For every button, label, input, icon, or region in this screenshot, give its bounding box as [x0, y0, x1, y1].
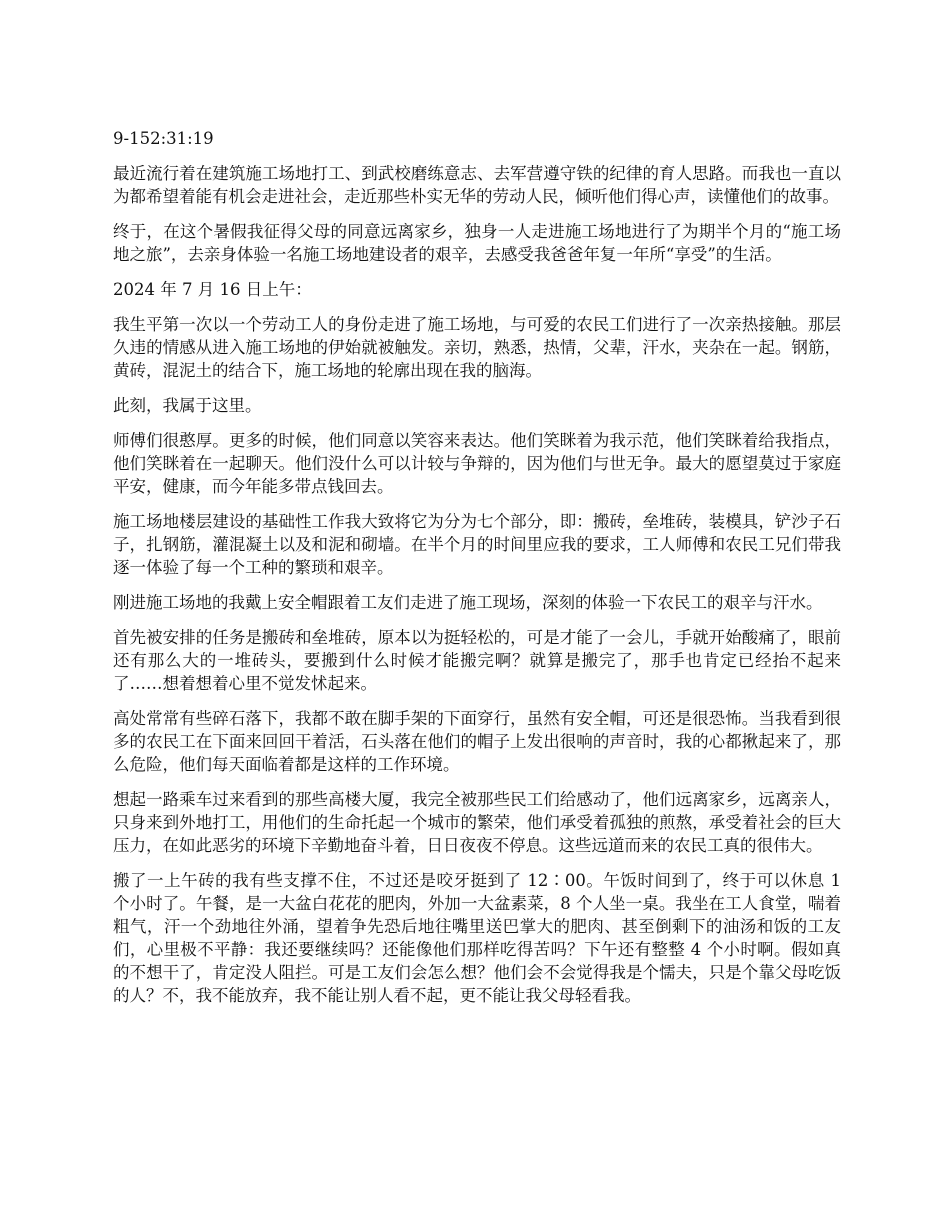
paragraph-journey: 终于，在这个暑假我征得父母的同意远离家乡，独身一人走进施工场地进行了为期半个月的“施工场地之旅”，去亲身体验一名施工场地建设者的艰辛，去感受我爸爸年复一年所“享受”的生活。 — [113, 222, 841, 264]
paragraph-buildings: 想起一路乘车过来看到的那些高楼大厦，我完全被那些民工们给感动了，他们远离家乡，远离亲人，只身来到外地打工，用他们的生命托起一个城市的繁荣，他们承受着孤独的煎熬，承受着社会的巨大压力，在如此恶劣的环境下辛勤地奋斗着，日日夜夜不停息。这些远道而来的农民工真的很伟大。 — [113, 790, 841, 855]
paragraph-falling-stones: 高处常常有些碎石落下，我都不敢在脚手架的下面穿行，虽然有安全帽，可还是很恐怖。当我看到很多的农民工在下面来回回干着活，石头落在他们的帽子上发出很响的声音时，我的心都揪起来了，那么危险，他们每天面临着都是这样的工作环境。 — [113, 709, 841, 774]
document-timestamp: 9-152:31:19 — [113, 129, 214, 148]
paragraph-intro: 最近流行着在建筑施工场地打工、到武校磨练意志、去军营遵守铁的纪律的育人思路。而我也一直以为都希望着能有机会走进社会，走近那些朴实无华的劳动人民，倾听他们得心声，读懂他们的故事。 — [113, 164, 841, 206]
paragraph-first-day: 我生平第一次以一个劳动工人的身份走进了施工场地，与可爱的农民工们进行了一次亲热接触。那层久违的情感从进入施工场地的伊始就被触发。亲切，熟悉，热情，父辈，汗水，夹杂在一起。钢筋，黄砖，混泥土的结合下，施工场地的轮廓出现在我的脑海。 — [113, 315, 841, 380]
paragraph-bricks: 首先被安排的任务是搬砖和垒堆砖，原本以为挺轻松的，可是才能了一会儿，手就开始酸痛了，眼前还有那么大的一堆砖头，要搬到什么时候才能搬完啊？就算是搬完了，那手也肯定已经抬不起来了……想着想着心里不觉发怵起来。 — [113, 628, 841, 693]
paragraph-helmet: 刚进施工场地的我戴上安全帽跟着工友们走进了施工现场，深刻的体验一下农民工的艰辛与汗水。 — [113, 593, 823, 612]
paragraph-masters: 师傅们很憨厚。更多的时候，他们同意以笑容来表达。他们笑眯着为我示范，他们笑眯着给我指点，他们笑眯着在一起聊天。他们没什么可以计较与争辩的，因为他们与世无争。最大的愿望莫过于家庭平安，健康，而今年能多带点钱回去。 — [113, 431, 841, 496]
paragraph-lunch: 搬了一上午砖的我有些支撑不住，不过还是咬牙挺到了 12∶00。午饭时间到了，终于可以休息 1 个小时了。午餐，是一大盆白花花的肥肉，外加一大盆素菜，8 个人坐一桌。我坐在工人食堂，喘着粗气，汗一个劲地往外涌，望着争先恐后地往嘴里送巴掌大的肥肉、甚至倒剩下的油汤和饭的工友们，心里极不平静：我还要继续吗？还能像他们那样吃得苦吗？下午还有整整 4 个小时啊。假如真的不想干了，肯定没人阻拦。可是工友们会怎么想？他们会不会觉得我是个懦夫，只是个靠父母吃饭的人？不，我不能放弃，我不能让别人看不起，更不能让我父母轻看我。 — [113, 871, 841, 1005]
document-body — [113, 127, 841, 1019]
paragraph-date: 2024 年 7 月 16 日上午： — [113, 280, 312, 299]
paragraph-belonging: 此刻，我属于这里。 — [113, 396, 262, 415]
paragraph-work-types: 施工场地楼层建设的基础性工作我大致将它为分为七个部分，即：搬砖，垒堆砖，装模具，铲沙子石子，扎钢筋，灌混凝土以及和泥和砌墙。在半个月的时间里应我的要求，工人师傅和农民工兄们带我逐一体验了每一个工种的繁琐和艰辛。 — [113, 512, 841, 577]
